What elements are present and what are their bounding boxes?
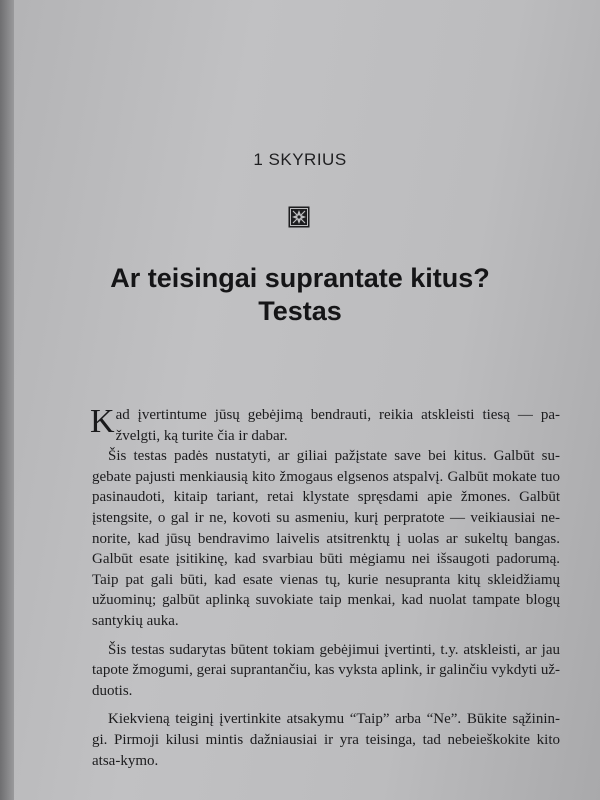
body-text bbox=[92, 405, 560, 771]
paragraph-1 bbox=[92, 405, 560, 446]
book-spine-shadow bbox=[0, 0, 14, 800]
paragraph-4: Kiekvieną teiginį įvertinkite atsakymu “Taip” arba “Ne”. Būkite sąžinin-gi. Pirmoji kilusi mintis dažniausiai ir yra teisinga, tad nebeieškokite kito atsa-kymo. bbox=[92, 711, 560, 769]
drop-cap: K bbox=[90, 403, 115, 440]
paragraph-1-text: ad įvertintume jūsų gebėjimą bendrauti, reikia atskleisti tiesą — pa-žvelgti, ką turite čia ir dabar. bbox=[115, 407, 560, 444]
paragraph-3: Šis testas sudarytas būtent tokiam gebėjimui įvertinti, t.y. atskleisti, ar jau tapote žmogumi, gerai suprantančiu, kas vyksta aplink, ir galinčiu vykdyti už-duotis. bbox=[92, 641, 560, 699]
chapter-title-line-1: Ar teisingai suprantate kitus? bbox=[110, 263, 490, 293]
chapter-label: 1 SKYRIUS bbox=[253, 150, 347, 169]
paragraph-2: Šis testas padės nustatyti, ar giliai pažįstate save bei kitus. Galbūt su-gebate pajusti menkiausią kito žmogaus elgsenos atspalvį. Galbūt mokate tuo pasinaudoti, kitaip tariant, retai klystate spręsdami apie žmones. Galbūt įstengsite, o gal ir ne, kovoti su asmeniu, kurį perpratote — veikiausiai ne-norite, kad jūsų bendravimo laivelis atsitrenktų į uolas ar sukeltų bangas. Galbūt esate įsitikinę, kad svarbiau būti mėgiamu nei išsaugoti padorumą. Taip pat gali būti, kad esate vienas tų, kurie nesupranta kitų skleidžiamų užuominų; galbūt aplinką suvokiate taip menkai, kad nuolat tampate blogų santykių auka. bbox=[92, 448, 560, 629]
square-flower-ornament-icon bbox=[288, 206, 310, 228]
chapter-title bbox=[0, 262, 600, 328]
chapter-title-line-2: Testas bbox=[258, 296, 342, 326]
